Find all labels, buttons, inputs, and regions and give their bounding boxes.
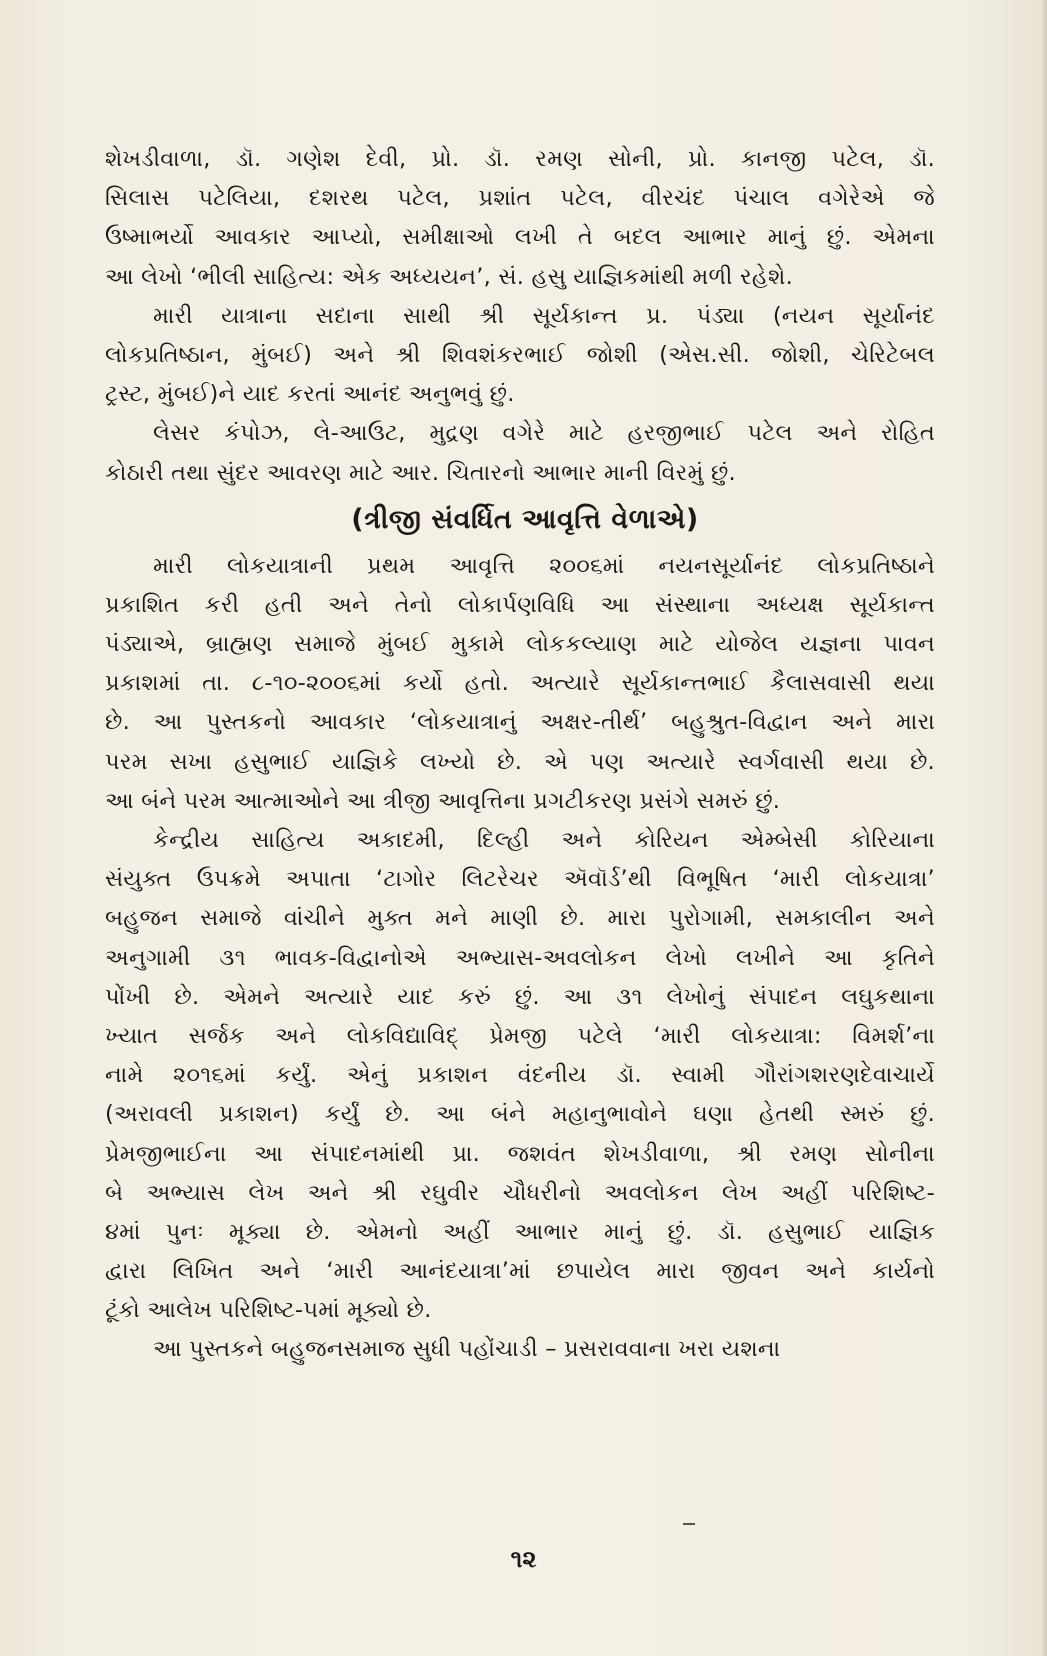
text-line: ખ્યાત સર્જક અને લોકવિદ્યાવિદ્ પ્રેમજી પટેલે ‘મારી લોકયાત્રા: વિમર્શ’ના bbox=[105, 1022, 935, 1049]
text-line: આ બંને પરમ આત્માઓને આ ત્રીજી આવૃત્તિના પ્રગટીકરણ પ્રસંગે સમરું છું. bbox=[105, 787, 781, 814]
text-line: શેખડીવાળા, ડૉ. ગણેશ દેવી, પ્રો. ડૉ. રમણ સોની, પ્રો. કાનજી પટેલ, ડૉ. bbox=[105, 146, 935, 172]
text-line: અનુગામી ૩૧ ભાવક-વિદ્વાનોએ અભ્યાસ-અવલોકન લેખો લખીને આ કૃતિને bbox=[105, 944, 935, 971]
section-heading: (ત્રીજી સંવર્ધિત આવૃત્તિ વેળાએ) bbox=[351, 503, 699, 535]
text-line: (અરાવલી પ્રકાશન) કર્યું છે. આ બંને મહાનુભાવોને ઘણા હેતથી સ્મરું છું. bbox=[105, 1101, 935, 1128]
text-line: સિલાસ પટેલિયા, દશરથ પટેલ, પ્રશાંત પટેલ, વીરચંદ પંચાલ વગેરેએ જે bbox=[105, 185, 935, 212]
text-line: પ્રકાશિત કરી હતી અને તેનો લોકાર્પણવિધિ આ સંસ્થાના અધ્યક્ષ સૂર્યકાન્ત bbox=[105, 591, 935, 618]
text-line: ટ્રસ્ટ, મુંબઈ)ને યાદ કરતાં આનંદ અનુભવું છું. bbox=[105, 381, 515, 408]
text-line: પંડ્યાએ, બ્રાહ્મણ સમાજે મુંબઈ મુકામે લોકકલ્યાણ માટે યોજેલ યજ્ઞના પાવન bbox=[105, 631, 935, 658]
paragraphs-before-heading bbox=[105, 140, 935, 493]
text-line: આ લેખો ‘ભીલી સાહિત્ય: એક અધ્યયન’, સં. હસુ યાજ્ઞિકમાંથી મળી રહેશે. bbox=[105, 263, 793, 290]
text-line: બહુજન સમાજે વાંચીને મુક્ત મને માણી છે. મારા પુરોગામી, સમકાલીન અને bbox=[105, 905, 935, 932]
text-line: લેસર કંપોઝ, લે-આઉટ, મુદ્રણ વગેરે માટે હરજીભાઈ પટેલ અને રોહિત bbox=[153, 420, 935, 447]
text-line: પ્રકાશમાં તા. ૮-૧૦-૨૦૦૬માં કર્યો હતો. અત્યારે સૂર્યકાન્તભાઈ કૈલાસવાસી થયા bbox=[105, 670, 935, 697]
text-line: પરમ સખા હસુભાઈ યાજ્ઞિકે લખ્યો છે. એ પણ અત્યારે સ્વર્ગવાસી થયા છે. bbox=[105, 748, 935, 775]
text-line: પોંખી છે. એમને અત્યારે યાદ કરું છું. આ ૩૧ લેખોનું સંપાદન લઘુકથાના bbox=[105, 983, 935, 1010]
text-line: મારી લોકયાત્રાની પ્રથમ આવૃત્તિ ૨૦૦૬માં નયનસૂર્યાનંદ લોકપ્રતિષ્ઠાને bbox=[153, 552, 935, 579]
stray-dash-mark bbox=[683, 1523, 695, 1525]
text-line: લોકપ્રતિષ્ઠાન, મુંબઈ) અને શ્રી શિવશંકરભાઈ જોશી (એસ.સી. જોશી, ચેરિટેબલ bbox=[105, 341, 935, 368]
text-line: કોઠારી તથા સુંદર આવરણ માટે આર. ચિતારનો આભાર માની વિરમું છું. bbox=[105, 459, 736, 486]
text-line: સંયુક્ત ઉપક્રમે અપાતા ‘ટાગોર લિટરેચર ઍવૉર્ડ’થી વિભૂષિત ‘મારી લોકયાત્રા’ bbox=[105, 866, 935, 893]
text-line: કેન્દ્રીય સાહિત્ય અકાદમી, દિલ્હી અને કોરિયન એમ્બેસી કોરિયાના bbox=[153, 827, 935, 853]
page-number: ૧૨ bbox=[510, 1545, 537, 1573]
text-line: પ્રેમજીભાઈના આ સંપાદનમાંથી પ્રા. જશવંત શેખડીવાળા, શ્રી રમણ સોનીના bbox=[105, 1140, 935, 1167]
text-line: આ પુસ્તકને બહુજનસમાજ સુધી પહોંચાડી – પ્રસરાવવાના ખરા યશના bbox=[153, 1336, 781, 1363]
text-line: નામે ૨૦૧૬માં કર્યું. એનું પ્રકાશન વંદનીય ડૉ. સ્વામી ગૌરાંગશરણદેવાચાર્યે bbox=[105, 1062, 935, 1089]
text-line: ટૂંકો આલેખ પરિશિષ્ટ-૫માં મૂક્યો છે. bbox=[105, 1297, 432, 1324]
page-text bbox=[105, 140, 935, 1370]
text-line: ૪માં પુનઃ મૂક્યા છે. એમનો અહીં આભાર માનું છું. ડૉ. હસુભાઈ યાજ્ઞિક bbox=[105, 1218, 935, 1245]
text-line: મારી યાત્રાના સદાના સાથી શ્રી સૂર્યકાન્ત પ્ર. પંડ્યા (નયન સૂર્યાનંદ bbox=[153, 302, 935, 329]
page-edge-shadow bbox=[1041, 0, 1047, 1656]
text-line: ઉષ્માભર્યો આવકાર આપ્યો, સમીક્ષાઓ લખી તે બદલ આભાર માનું છું. એમના bbox=[105, 224, 935, 251]
text-line: છે. આ પુસ્તકનો આવકાર ‘લોકયાત્રાનું અક્ષર-તીર્થ’ બહુશ્રુત-વિદ્વાન અને મારા bbox=[105, 709, 935, 736]
paragraphs-after-heading bbox=[105, 547, 935, 1370]
text-line: બે અભ્યાસ લેખ અને શ્રી રઘુવીર ચૌધરીનો અવલોકન લેખ અહીં પરિશિષ્ટ- bbox=[105, 1179, 935, 1206]
text-line: દ્વારા લિખિત અને ‘મારી આનંદયાત્રા’માં છપાયેલ મારા જીવન અને કાર્યનો bbox=[105, 1258, 935, 1285]
